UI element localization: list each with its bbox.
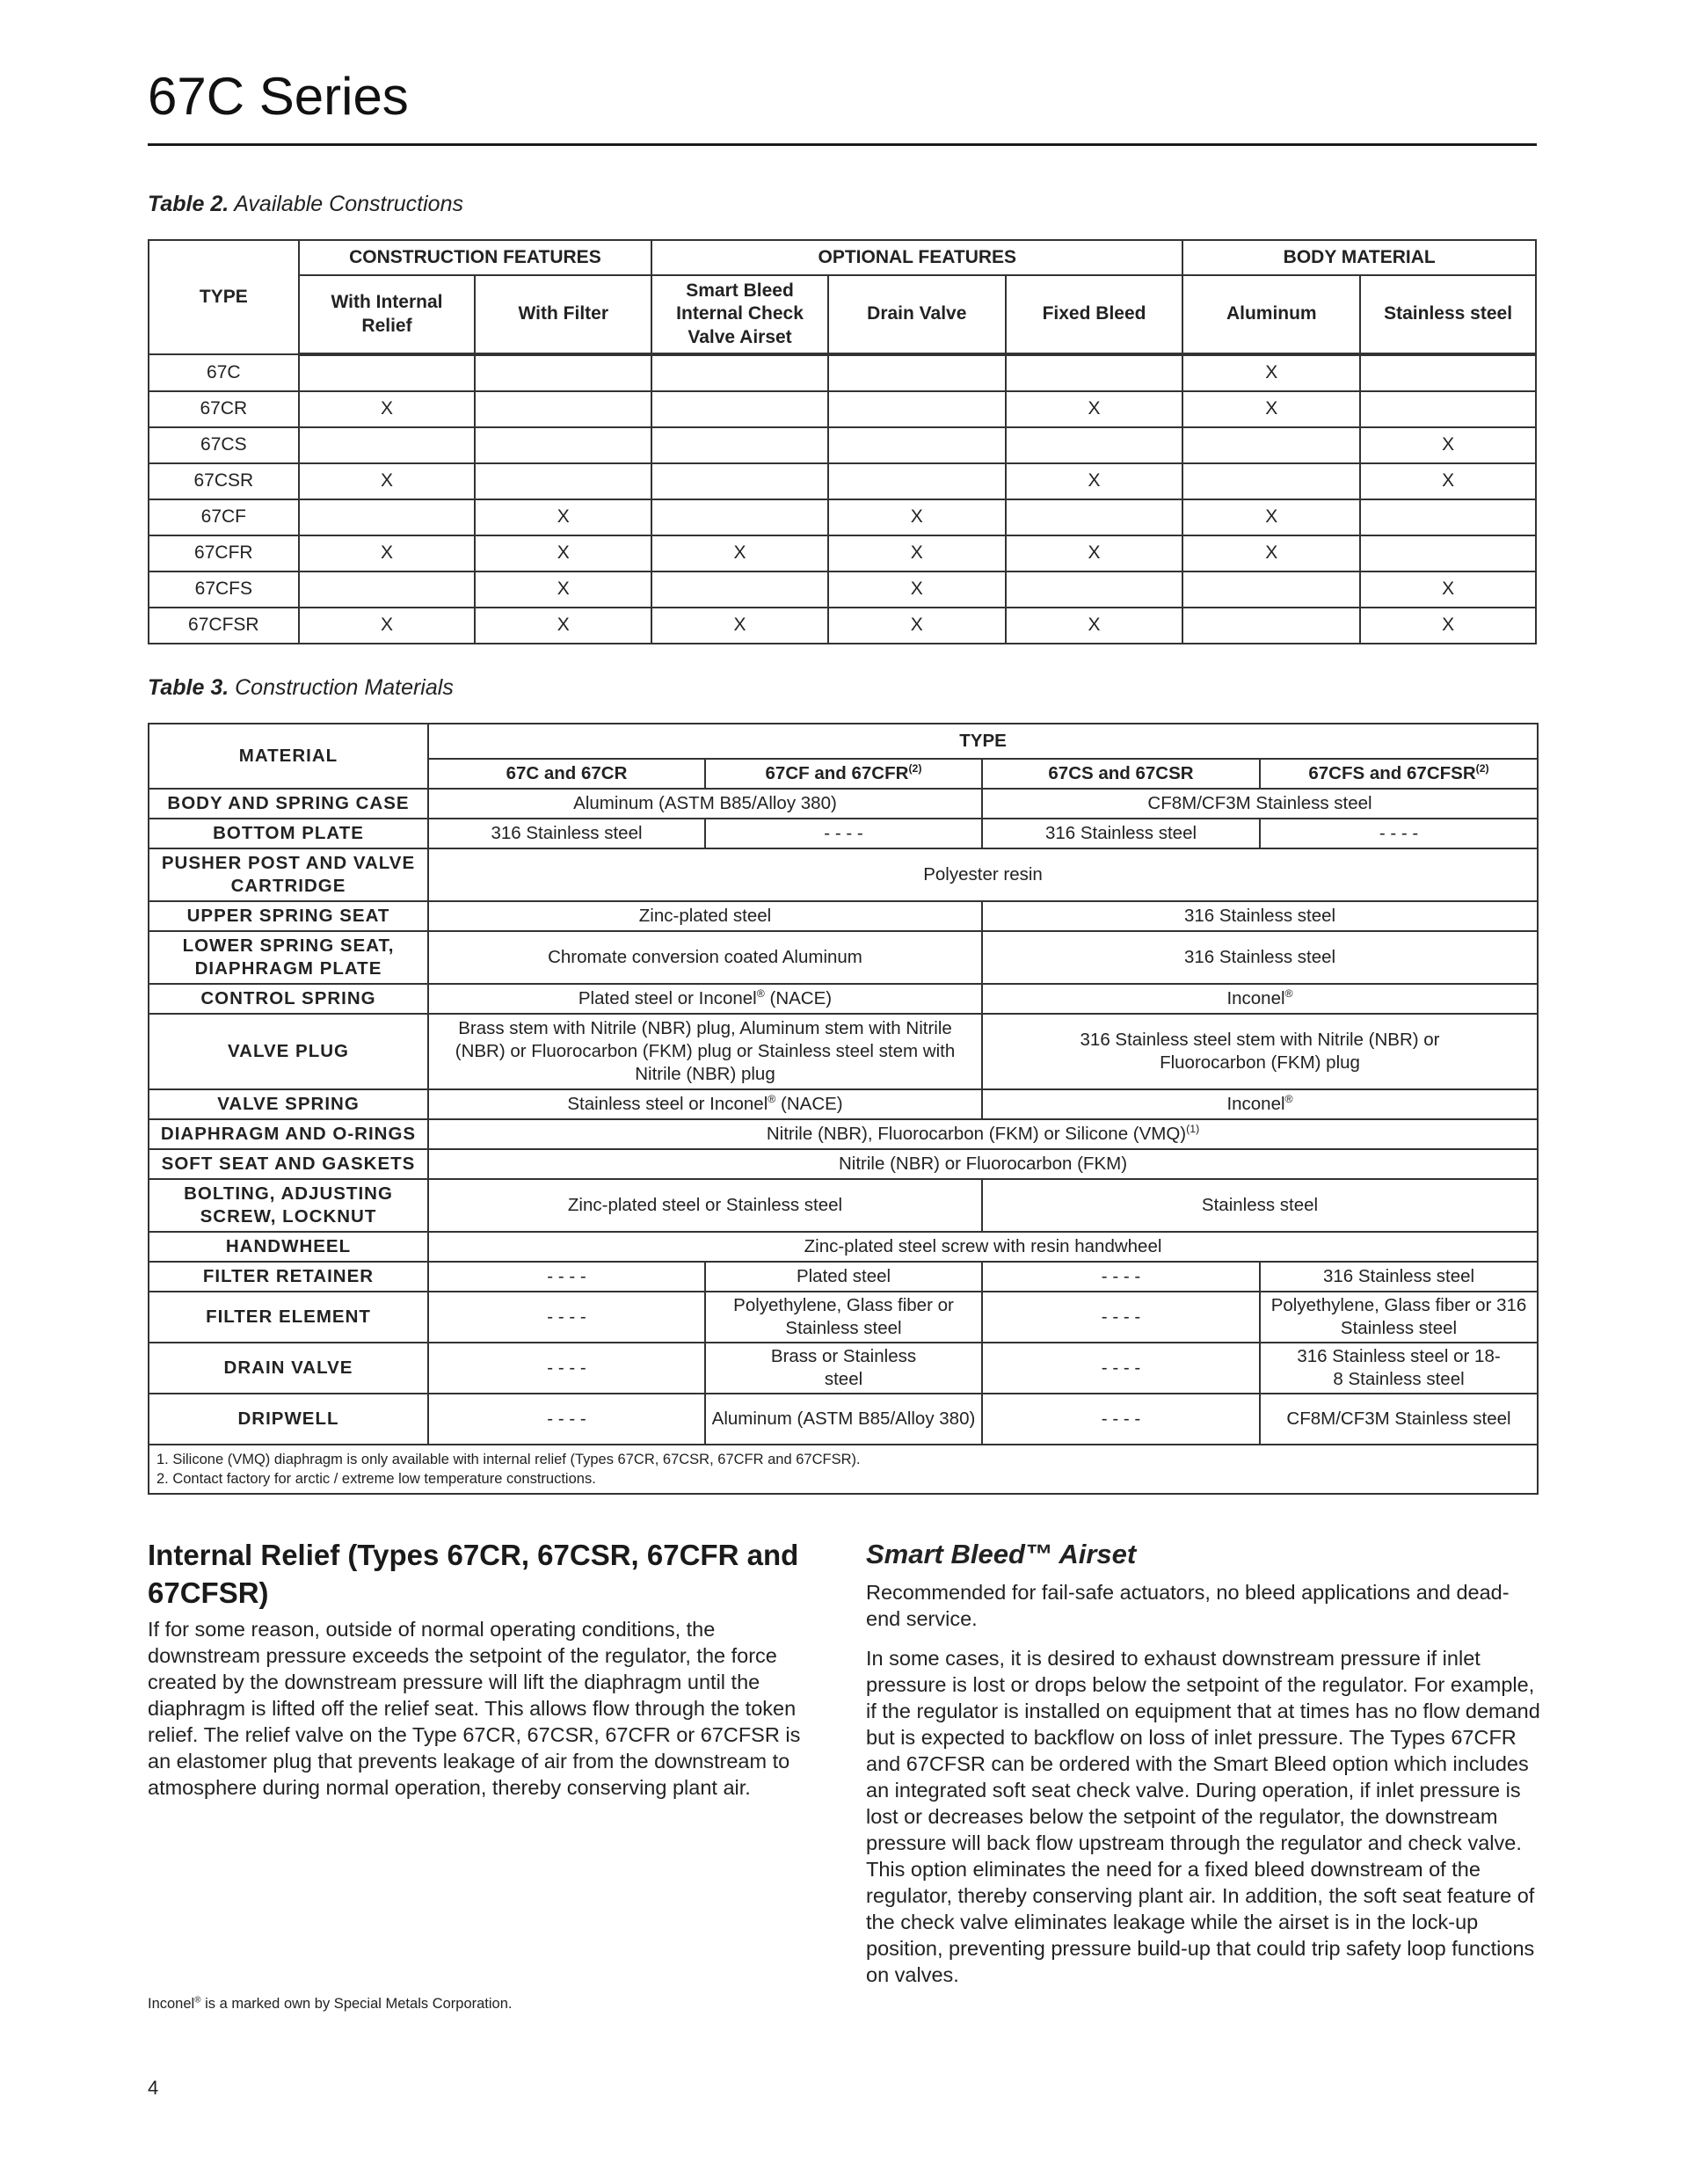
feature-cell: X (651, 535, 828, 571)
table2-column-header: With Filter (475, 275, 651, 354)
feature-cell (828, 391, 1006, 427)
material-cell: Zinc-plated steel screw with resin handwheel (428, 1232, 1538, 1262)
feature-cell: X (1360, 427, 1536, 463)
table3-type-column (1260, 759, 1538, 789)
table3-row (149, 1262, 1538, 1292)
table2-column-header: Fixed Bleed (1006, 275, 1183, 354)
internal-relief-body: If for some reason, outside of normal operating conditions, the downstream pressure exceeds the setpoint of the regulator, the force created by the downstream pressure will lift the diaphragm until the diaphragm is lifted off the relief seat. This allows flow through the token relief. The relief valve on the Type 67CR, 67CSR, 67CFR or 67CFSR is an elastomer plug that prevents leakage of air from the downstream to atmosphere during normal operation, thereby conserving plant air. (148, 1618, 801, 1799)
table3-type-label: 67CS and 67CSR (1048, 762, 1194, 783)
material-name: SOFT SEAT AND GASKETS (149, 1149, 428, 1179)
table3-caption-text: Construction Materials (229, 675, 454, 700)
table3-row (149, 1292, 1538, 1343)
table3-note: 1. Silicone (VMQ) diaphragm is only available with internal relief (Types 67CR, 67CSR, 67CFR and 67CFSR). (156, 1451, 861, 1467)
feature-cell (299, 571, 476, 608)
feature-cell (299, 354, 476, 391)
table3-row (149, 1149, 1538, 1179)
trademark-word: Inconel (148, 1996, 195, 2012)
material-cell: Polyester resin (428, 848, 1538, 901)
material-cell: CF8M/CF3M Stainless steel (1260, 1394, 1538, 1445)
trademark-text: is a marked own by Special Metals Corporation. (200, 1996, 513, 2012)
material-cell (428, 984, 982, 1014)
feature-cell: X (1182, 535, 1360, 571)
material-cell: 316 Stainless steel (1260, 1262, 1538, 1292)
material-name: CONTROL SPRING (149, 984, 428, 1014)
feature-cell: X (475, 535, 651, 571)
feature-cell (1182, 427, 1360, 463)
table2-column-header: Smart Bleed Internal Check Valve Airset (651, 275, 828, 354)
material-cell: - - - - (982, 1343, 1260, 1394)
material-text: Nitrile (NBR), Fluorocarbon (FKM) or Silicone (VMQ) (766, 1123, 1187, 1144)
registered-mark: ® (1284, 987, 1293, 1001)
table3-type-column (982, 759, 1260, 789)
material-name: LOWER SPRING SEAT, DIAPHRAGM PLATE (149, 931, 428, 984)
material-cell: Chromate conversion coated Aluminum (428, 931, 982, 984)
material-cell: CF8M/CF3M Stainless steel (982, 789, 1538, 819)
table3-row (149, 1014, 1538, 1089)
material-cell: - - - - (428, 1343, 705, 1394)
table3-type-label: 67CFS and 67CFSR (1308, 762, 1476, 783)
trademark-footnote (148, 1996, 513, 2013)
feature-cell (651, 427, 828, 463)
material-cell (428, 1119, 1538, 1149)
material-cell: Zinc-plated steel or Stainless steel (428, 1179, 982, 1232)
feature-cell (1182, 571, 1360, 608)
construction-row (149, 391, 1536, 427)
material-name: UPPER SPRING SEAT (149, 901, 428, 931)
material-name: FILTER RETAINER (149, 1262, 428, 1292)
feature-cell (651, 463, 828, 499)
table3-material-header: MATERIAL (149, 724, 428, 789)
feature-cell (1182, 608, 1360, 644)
table3-notes-row (149, 1445, 1538, 1494)
material-cell: - - - - (982, 1292, 1260, 1343)
table3-type-label: 67CF and 67CFR (765, 762, 909, 783)
feature-cell: X (1006, 391, 1183, 427)
material-name: BOTTOM PLATE (149, 819, 428, 848)
feature-cell: X (1360, 571, 1536, 608)
feature-cell: X (1006, 608, 1183, 644)
material-name: PUSHER POST AND VALVE CARTRIDGE (149, 848, 428, 901)
material-cell: - - - - (1260, 819, 1538, 848)
feature-cell: X (475, 571, 651, 608)
table3-notes (149, 1445, 1538, 1494)
feature-cell: X (828, 535, 1006, 571)
feature-cell (475, 463, 651, 499)
table3-row (149, 1232, 1538, 1262)
smart-bleed-intro: Recommended for fail-safe actuators, no bleed applications and dead-end service. (866, 1581, 1510, 1630)
material-cell: Aluminum (ASTM B85/Alloy 380) (705, 1394, 982, 1445)
feature-cell (1182, 463, 1360, 499)
table3-type-note-ref: (2) (908, 762, 922, 775)
construction-row (149, 499, 1536, 535)
table3-type-column (705, 759, 982, 789)
table3-type-column (428, 759, 705, 789)
construction-type: 67CSR (149, 463, 299, 499)
construction-row (149, 535, 1536, 571)
material-cell (982, 1089, 1538, 1119)
table2-group-header: CONSTRUCTION FEATURES (299, 240, 652, 275)
table3-type-label: 67C and 67CR (506, 762, 628, 783)
material-name: DRIPWELL (149, 1394, 428, 1445)
table2-caption-text: Available Constructions (229, 192, 463, 216)
feature-cell (828, 354, 1006, 391)
feature-cell: X (299, 391, 476, 427)
material-cell: Polyethylene, Glass fiber or Stainless steel (705, 1292, 982, 1343)
table2-column-header: With Internal Relief (299, 275, 476, 354)
page-title: 67C Series (148, 67, 409, 126)
material-cell (982, 984, 1538, 1014)
material-text: Inconel (1226, 987, 1285, 1008)
table3-row (149, 1089, 1538, 1119)
construction-type: 67C (149, 354, 299, 391)
feature-cell (1006, 499, 1183, 535)
feature-cell: X (1006, 463, 1183, 499)
material-text: (NACE) (764, 987, 833, 1008)
feature-cell (475, 354, 651, 391)
feature-cell: X (828, 608, 1006, 644)
table3-row (149, 984, 1538, 1014)
feature-cell (1006, 354, 1183, 391)
material-name: DRAIN VALVE (149, 1343, 428, 1394)
feature-cell: X (1182, 354, 1360, 391)
feature-cell (1360, 499, 1536, 535)
feature-cell (475, 391, 651, 427)
feature-cell (1360, 391, 1536, 427)
feature-cell: X (299, 463, 476, 499)
feature-cell: X (651, 608, 828, 644)
table3-type-note-ref: (2) (1475, 762, 1489, 775)
construction-row (149, 354, 1536, 391)
material-cell: Zinc-plated steel (428, 901, 982, 931)
material-text: Plated steel or Inconel (578, 987, 757, 1008)
material-cell: Brass stem with Nitrile (NBR) plug, Aluminum stem with Nitrile (NBR) or Fluorocarbon (FKM) plug or Stainless steel stem with Nitrile (NBR) plug (428, 1014, 982, 1089)
feature-cell: X (1182, 499, 1360, 535)
material-cell: Nitrile (NBR) or Fluorocarbon (FKM) (428, 1149, 1538, 1179)
construction-row (149, 608, 1536, 644)
footnote-ref: (1) (1186, 1123, 1200, 1136)
feature-cell: X (828, 571, 1006, 608)
table3-note: 2. Contact factory for arctic / extreme low temperature constructions. (156, 1471, 596, 1487)
material-text: Inconel (1226, 1093, 1285, 1114)
page-number: 4 (148, 2077, 159, 2099)
table3-caption (148, 675, 454, 701)
table3-row (149, 789, 1538, 819)
construction-type: 67CF (149, 499, 299, 535)
material-cell: 316 Stainless steel or 18-8 Stainless steel (1260, 1343, 1538, 1394)
material-cell: 316 Stainless steel (982, 901, 1538, 931)
table3-row (149, 848, 1538, 901)
feature-cell (299, 499, 476, 535)
material-cell: - - - - (428, 1394, 705, 1445)
material-cell: Plated steel (705, 1262, 982, 1292)
feature-cell (651, 571, 828, 608)
material-name: DIAPHRAGM AND O-RINGS (149, 1119, 428, 1149)
material-cell: - - - - (705, 819, 982, 848)
construction-type: 67CFSR (149, 608, 299, 644)
table3-row (149, 931, 1538, 984)
table3-row (149, 819, 1538, 848)
feature-cell (475, 427, 651, 463)
table2-caption-label: Table 2. (148, 192, 229, 216)
table2-body (149, 354, 1536, 644)
material-cell: - - - - (428, 1292, 705, 1343)
material-cell: Stainless steel (982, 1179, 1538, 1232)
feature-cell: X (1360, 608, 1536, 644)
table2-column-header: Aluminum (1182, 275, 1360, 354)
table2-type-header: TYPE (149, 240, 299, 354)
table3-row (149, 1343, 1538, 1394)
feature-cell: X (475, 608, 651, 644)
material-cell: - - - - (428, 1262, 705, 1292)
construction-row (149, 571, 1536, 608)
smart-bleed-body: In some cases, it is desired to exhaust downstream pressure if inlet pressure is lost or drops below the setpoint of the regulator. For example, if the regulator is installed on equipment that at times has no flow demand but is expected to backflow on loss of inlet pressure. The Types 67CFR and 67CFSR can be ordered with the Smart Bleed option which includes an integrated soft seat check valve. During operation, if inlet pressure is lost or decreases below the setpoint of the regulator, the downstream pressure will back flow upstream through the regulator and check valve. This option eliminates the need for a fixed bleed downstream of the regulator, thereby conserving plant air. In addition, the soft seat feature of the check valve eliminates leakage while the airset is in the lock-up position, preventing pressure build-up that could trip safety loop functions on valves. (866, 1647, 1540, 1986)
material-name: HANDWHEEL (149, 1232, 428, 1262)
material-cell: 316 Stainless steel (428, 819, 705, 848)
table3-row (149, 1179, 1538, 1232)
feature-cell: X (299, 535, 476, 571)
table3-type-header: TYPE (428, 724, 1538, 759)
material-cell: - - - - (982, 1262, 1260, 1292)
construction-row (149, 427, 1536, 463)
table3-caption-label: Table 3. (148, 675, 229, 700)
material-text: (NACE) (775, 1093, 843, 1114)
table2-group-header: BODY MATERIAL (1182, 240, 1536, 275)
registered-mark: ® (194, 1995, 201, 2006)
material-name: VALVE SPRING (149, 1089, 428, 1119)
material-cell: 316 Stainless steel (982, 819, 1260, 848)
feature-cell: X (475, 499, 651, 535)
table3-row (149, 901, 1538, 931)
construction-type: 67CR (149, 391, 299, 427)
table2-column-header: Stainless steel (1360, 275, 1536, 354)
table3-row (149, 1394, 1538, 1445)
construction-row (149, 463, 1536, 499)
feature-cell (651, 354, 828, 391)
table2-column-header: Drain Valve (828, 275, 1006, 354)
feature-cell (828, 463, 1006, 499)
material-cell: Brass or Stainless steel (705, 1343, 982, 1394)
feature-cell (1360, 354, 1536, 391)
feature-cell (1360, 535, 1536, 571)
feature-cell (1006, 571, 1183, 608)
feature-cell: X (1182, 391, 1360, 427)
registered-mark: ® (768, 1093, 776, 1106)
material-cell: - - - - (982, 1394, 1260, 1445)
material-cell: Polyethylene, Glass fiber or 316 Stainless steel (1260, 1292, 1538, 1343)
feature-cell (299, 427, 476, 463)
feature-cell (651, 391, 828, 427)
title-rule (148, 143, 1537, 146)
feature-cell: X (1360, 463, 1536, 499)
construction-type: 67CFR (149, 535, 299, 571)
construction-materials-table (148, 723, 1539, 1495)
material-name: BODY AND SPRING CASE (149, 789, 428, 819)
table2-group-header: OPTIONAL FEATURES (651, 240, 1182, 275)
feature-cell: X (1006, 535, 1183, 571)
feature-cell (1006, 427, 1183, 463)
feature-cell (828, 427, 1006, 463)
material-cell (428, 1089, 982, 1119)
table2-caption (148, 192, 463, 217)
material-cell: 316 Stainless steel stem with Nitrile (NBR) or Fluorocarbon (FKM) plug (982, 1014, 1538, 1089)
available-constructions-table (148, 239, 1537, 644)
construction-type: 67CS (149, 427, 299, 463)
material-name: VALVE PLUG (149, 1014, 428, 1089)
registered-mark: ® (1284, 1093, 1293, 1106)
table3-row (149, 1119, 1538, 1149)
material-text: Stainless steel or Inconel (567, 1093, 768, 1114)
smart-bleed-heading: Smart Bleed™ Airset (866, 1539, 1137, 1569)
material-name: FILTER ELEMENT (149, 1292, 428, 1343)
internal-relief-heading: Internal Relief (Types 67CR, 67CSR, 67CFR and 67CFSR) (148, 1539, 799, 1609)
feature-cell (651, 499, 828, 535)
registered-mark: ® (756, 987, 765, 1001)
material-cell: Aluminum (ASTM B85/Alloy 380) (428, 789, 982, 819)
feature-cell: X (299, 608, 476, 644)
material-name: BOLTING, ADJUSTING SCREW, LOCKNUT (149, 1179, 428, 1232)
construction-type: 67CFS (149, 571, 299, 608)
feature-cell: X (828, 499, 1006, 535)
material-cell: 316 Stainless steel (982, 931, 1538, 984)
